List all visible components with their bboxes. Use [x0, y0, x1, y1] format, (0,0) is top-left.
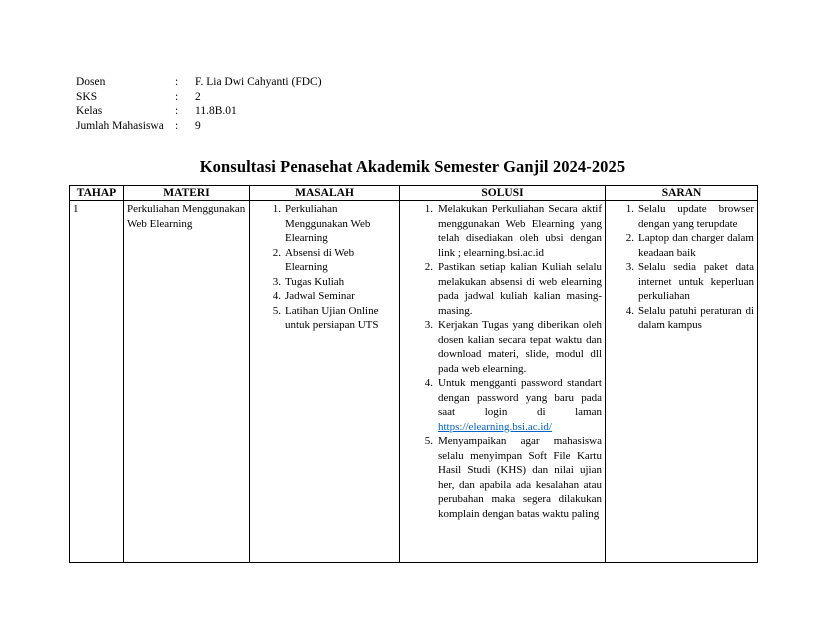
cell-tahap: 1	[70, 201, 124, 563]
list-item: 4. Selalu patuhi peraturan di dalam kampus	[625, 304, 754, 331]
info-colon: :	[175, 105, 179, 117]
list-item: 4. Untuk mengganti password standart dengan password yang baru pada saat login di laman https://elearning.bsi.ac.id/	[424, 377, 602, 433]
list-item: 1. Perkuliahan Menggunakan Web Elearning	[272, 203, 371, 244]
saran-list	[609, 202, 754, 333]
consultation-table	[69, 185, 758, 563]
info-row-kelas	[76, 104, 322, 119]
header-materi: MATERI	[124, 186, 250, 201]
info-label: Jumlah Mahasiswa	[76, 119, 164, 132]
info-label: SKS	[76, 90, 98, 103]
course-info	[76, 75, 322, 133]
table-row	[70, 201, 758, 563]
list-item: 5. Latihan Ujian Online untuk persiapan UTS	[272, 304, 379, 331]
list-item: 3. Tugas Kuliah	[272, 275, 345, 288]
list-item: 3. Kerjakan Tugas yang diberikan oleh dosen kalian secara tepat waktu dan download materi, slide, modul dll pada web elearning.	[424, 319, 602, 375]
info-value: 11.8B.01	[195, 105, 237, 117]
info-row-jumlah-mahasiswa	[76, 119, 322, 134]
list-item: 1. Melakukan Perkuliahan Secara aktif menggunakan Web Elearning yang telah disediakan oleh ubsi dengan link ; elearning.bsi.ac.id	[424, 203, 602, 259]
list-item: 1. Selalu update browser dengan yang terupdate	[625, 203, 754, 230]
header-saran: SARAN	[606, 186, 758, 201]
info-label: Dosen	[76, 76, 106, 88]
elearning-link[interactable]: https://elearning.bsi.ac.id/	[438, 420, 552, 433]
info-value: 9	[195, 119, 201, 132]
info-value: 2	[195, 90, 201, 103]
cell-solusi	[400, 201, 606, 563]
header-tahap: TAHAP	[70, 186, 124, 201]
header-solusi: SOLUSI	[400, 186, 606, 201]
list-item: 2. Absensi di Web Elearning	[272, 246, 355, 273]
cell-saran	[606, 201, 758, 563]
masalah-list	[253, 202, 396, 333]
table-header-row	[70, 186, 758, 201]
list-item: 4. Jadwal Seminar	[272, 290, 355, 302]
info-colon: :	[175, 76, 179, 88]
info-colon: :	[175, 90, 179, 103]
list-item: 5. Menyampaikan agar mahasiswa selalu menyimpan Soft File Kartu Hasil Studi (KHS) dan nilai ujian her, dan apabila ada kesalahan atau perubahan maka segera dilakukan komplain dengan batas waktu paling	[424, 435, 602, 520]
header-masalah: MASALAH	[250, 186, 400, 201]
info-row-dosen	[76, 75, 322, 90]
page-title: Konsultasi Penasehat Akademik Semester Ganjil 2024-2025	[199, 157, 626, 176]
info-value: F. Lia Dwi Cahyanti (FDC)	[195, 76, 322, 88]
cell-materi: Perkuliahan Menggunakan Web Elearning	[124, 201, 250, 563]
list-item: 2. Laptop dan charger dalam keadaan baik	[625, 232, 754, 259]
list-item: 2. Pastikan setiap kalian Kuliah selalu melakukan absensi di web elearning pada jadwal kuliah kalian masing-masing.	[424, 261, 602, 317]
info-colon: :	[175, 119, 179, 132]
info-label: Kelas	[76, 105, 103, 117]
list-item: 3. Selalu sedia paket data internet untuk keperluan perkuliahan	[625, 261, 754, 302]
cell-masalah	[250, 201, 400, 563]
solusi-list	[403, 202, 602, 521]
info-row-sks	[76, 90, 322, 105]
